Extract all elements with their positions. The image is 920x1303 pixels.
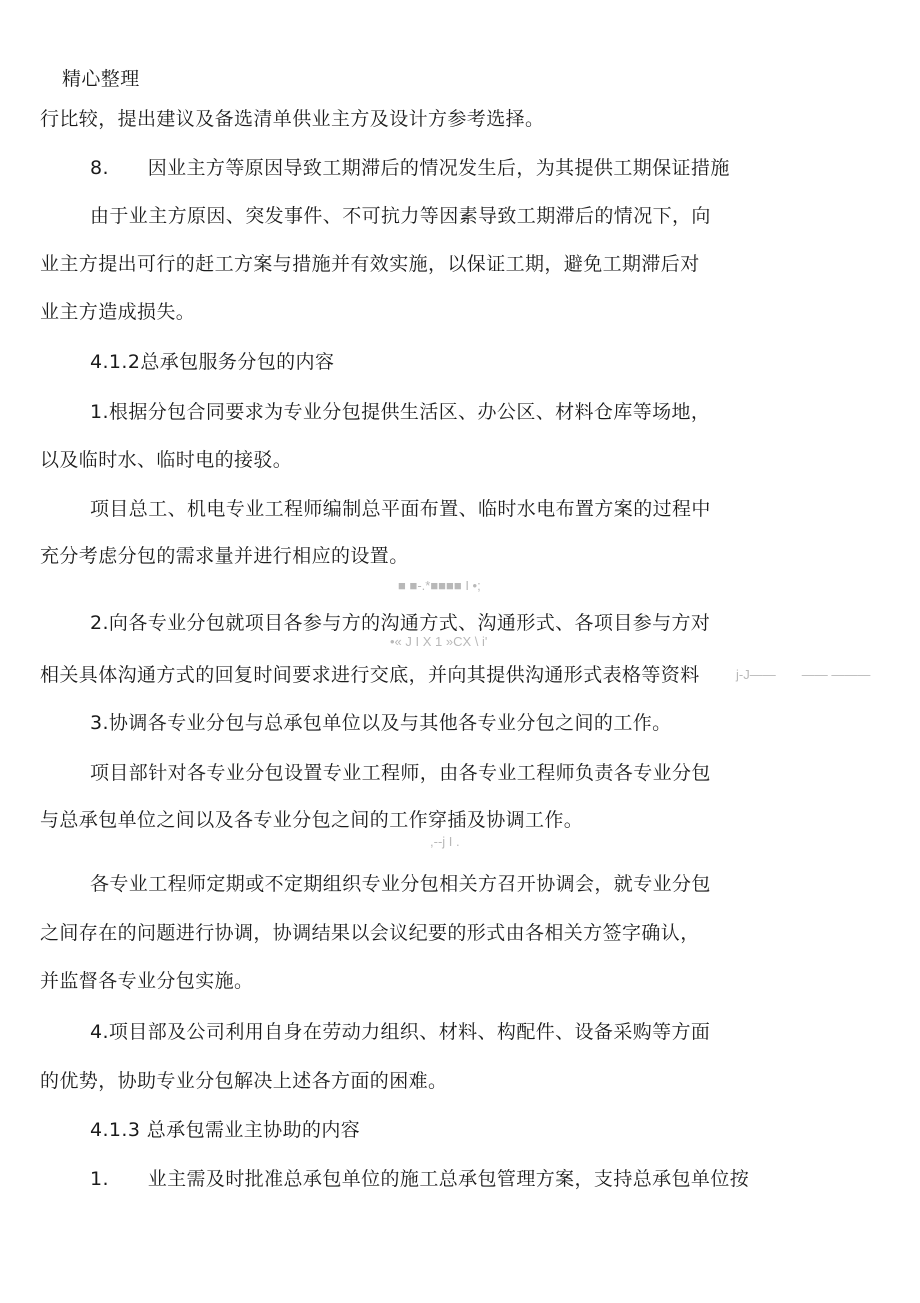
scan-noise-1: ■ ■-.*■■■■ I •; [398,578,481,593]
text-line-13: 3.协调各专业分包与总承包单位以及与其他各专业分包之间的工作。 [90,712,672,734]
text-line-10: 充分考虑分包的需求量并进行相应的设置。 [40,545,409,567]
text-line-15: 与总承包单位之间以及各专业分包之间的工作穿插及协调工作。 [40,809,584,831]
text-line-4: 业主方提出可行的赶工方案与措施并有效实施，以保证工期，避免工期滞后对 [40,253,700,275]
section-heading-4-1-3: 4.1.3 总承包需业主协助的内容 [90,1119,361,1141]
running-header: 精心整理 [62,68,140,90]
text-line-12: 相关具体沟通方式的回复时间要求进行交底，并向其提供沟通形式表格等资料 [40,664,700,686]
text-line-22: 1. 业主需及时批准总承包单位的施工总承包管理方案，支持总承包单位按 [90,1168,750,1190]
text-line-3: 由于业主方原因、突发事件、不可抗力等因素导致工期滞后的情况下，向 [90,205,711,227]
text-line-16: 各专业工程师定期或不定期组织专业分包相关方召开协调会，就专业分包 [90,873,711,895]
scan-noise-4: ,--j I . [430,834,460,849]
section-heading-4-1-2: 4.1.2总承包服务分包的内容 [90,351,335,373]
text-line-8: 以及临时水、临时电的接驳。 [40,449,293,471]
text-line-7: 1.根据分包合同要求为专业分包提供生活区、办公区、材料仓库等场地， [90,401,711,423]
text-line-9: 项目总工、机电专业工程师编制总平面布置、临时水电布置方案的过程中 [90,498,711,520]
text-line-11: 2.向各专业分包就项目各参与方的沟通方式、沟通形式、各项目参与方对 [90,612,711,634]
scan-noise-2: •« J I X 1 »CX \ i' [390,634,488,649]
text-line-1: 行比较，提出建议及备选清单供业主方及设计方参考选择。 [40,108,545,130]
text-line-14: 项目部针对各专业分包设置专业工程师，由各专业工程师负责各专业分包 [90,762,711,784]
text-line-19: 4.项目部及公司利用自身在劳动力组织、材料、构配件、设备采购等方面 [90,1021,711,1043]
text-line-2: 8. 因业主方等原因导致工期滞后的情况发生后，为其提供工期保证措施 [90,157,730,179]
text-line-5: 业主方造成损失。 [40,301,196,323]
scan-noise-3: j-J—— —— ——— [736,667,871,682]
text-line-20: 的优势，协助专业分包解决上述各方面的困难。 [40,1070,448,1092]
text-line-17: 之间存在的问题进行协调，协调结果以会议纪要的形式由各相关方签字确认， [40,922,700,944]
text-line-18: 并监督各专业分包实施。 [40,970,254,992]
